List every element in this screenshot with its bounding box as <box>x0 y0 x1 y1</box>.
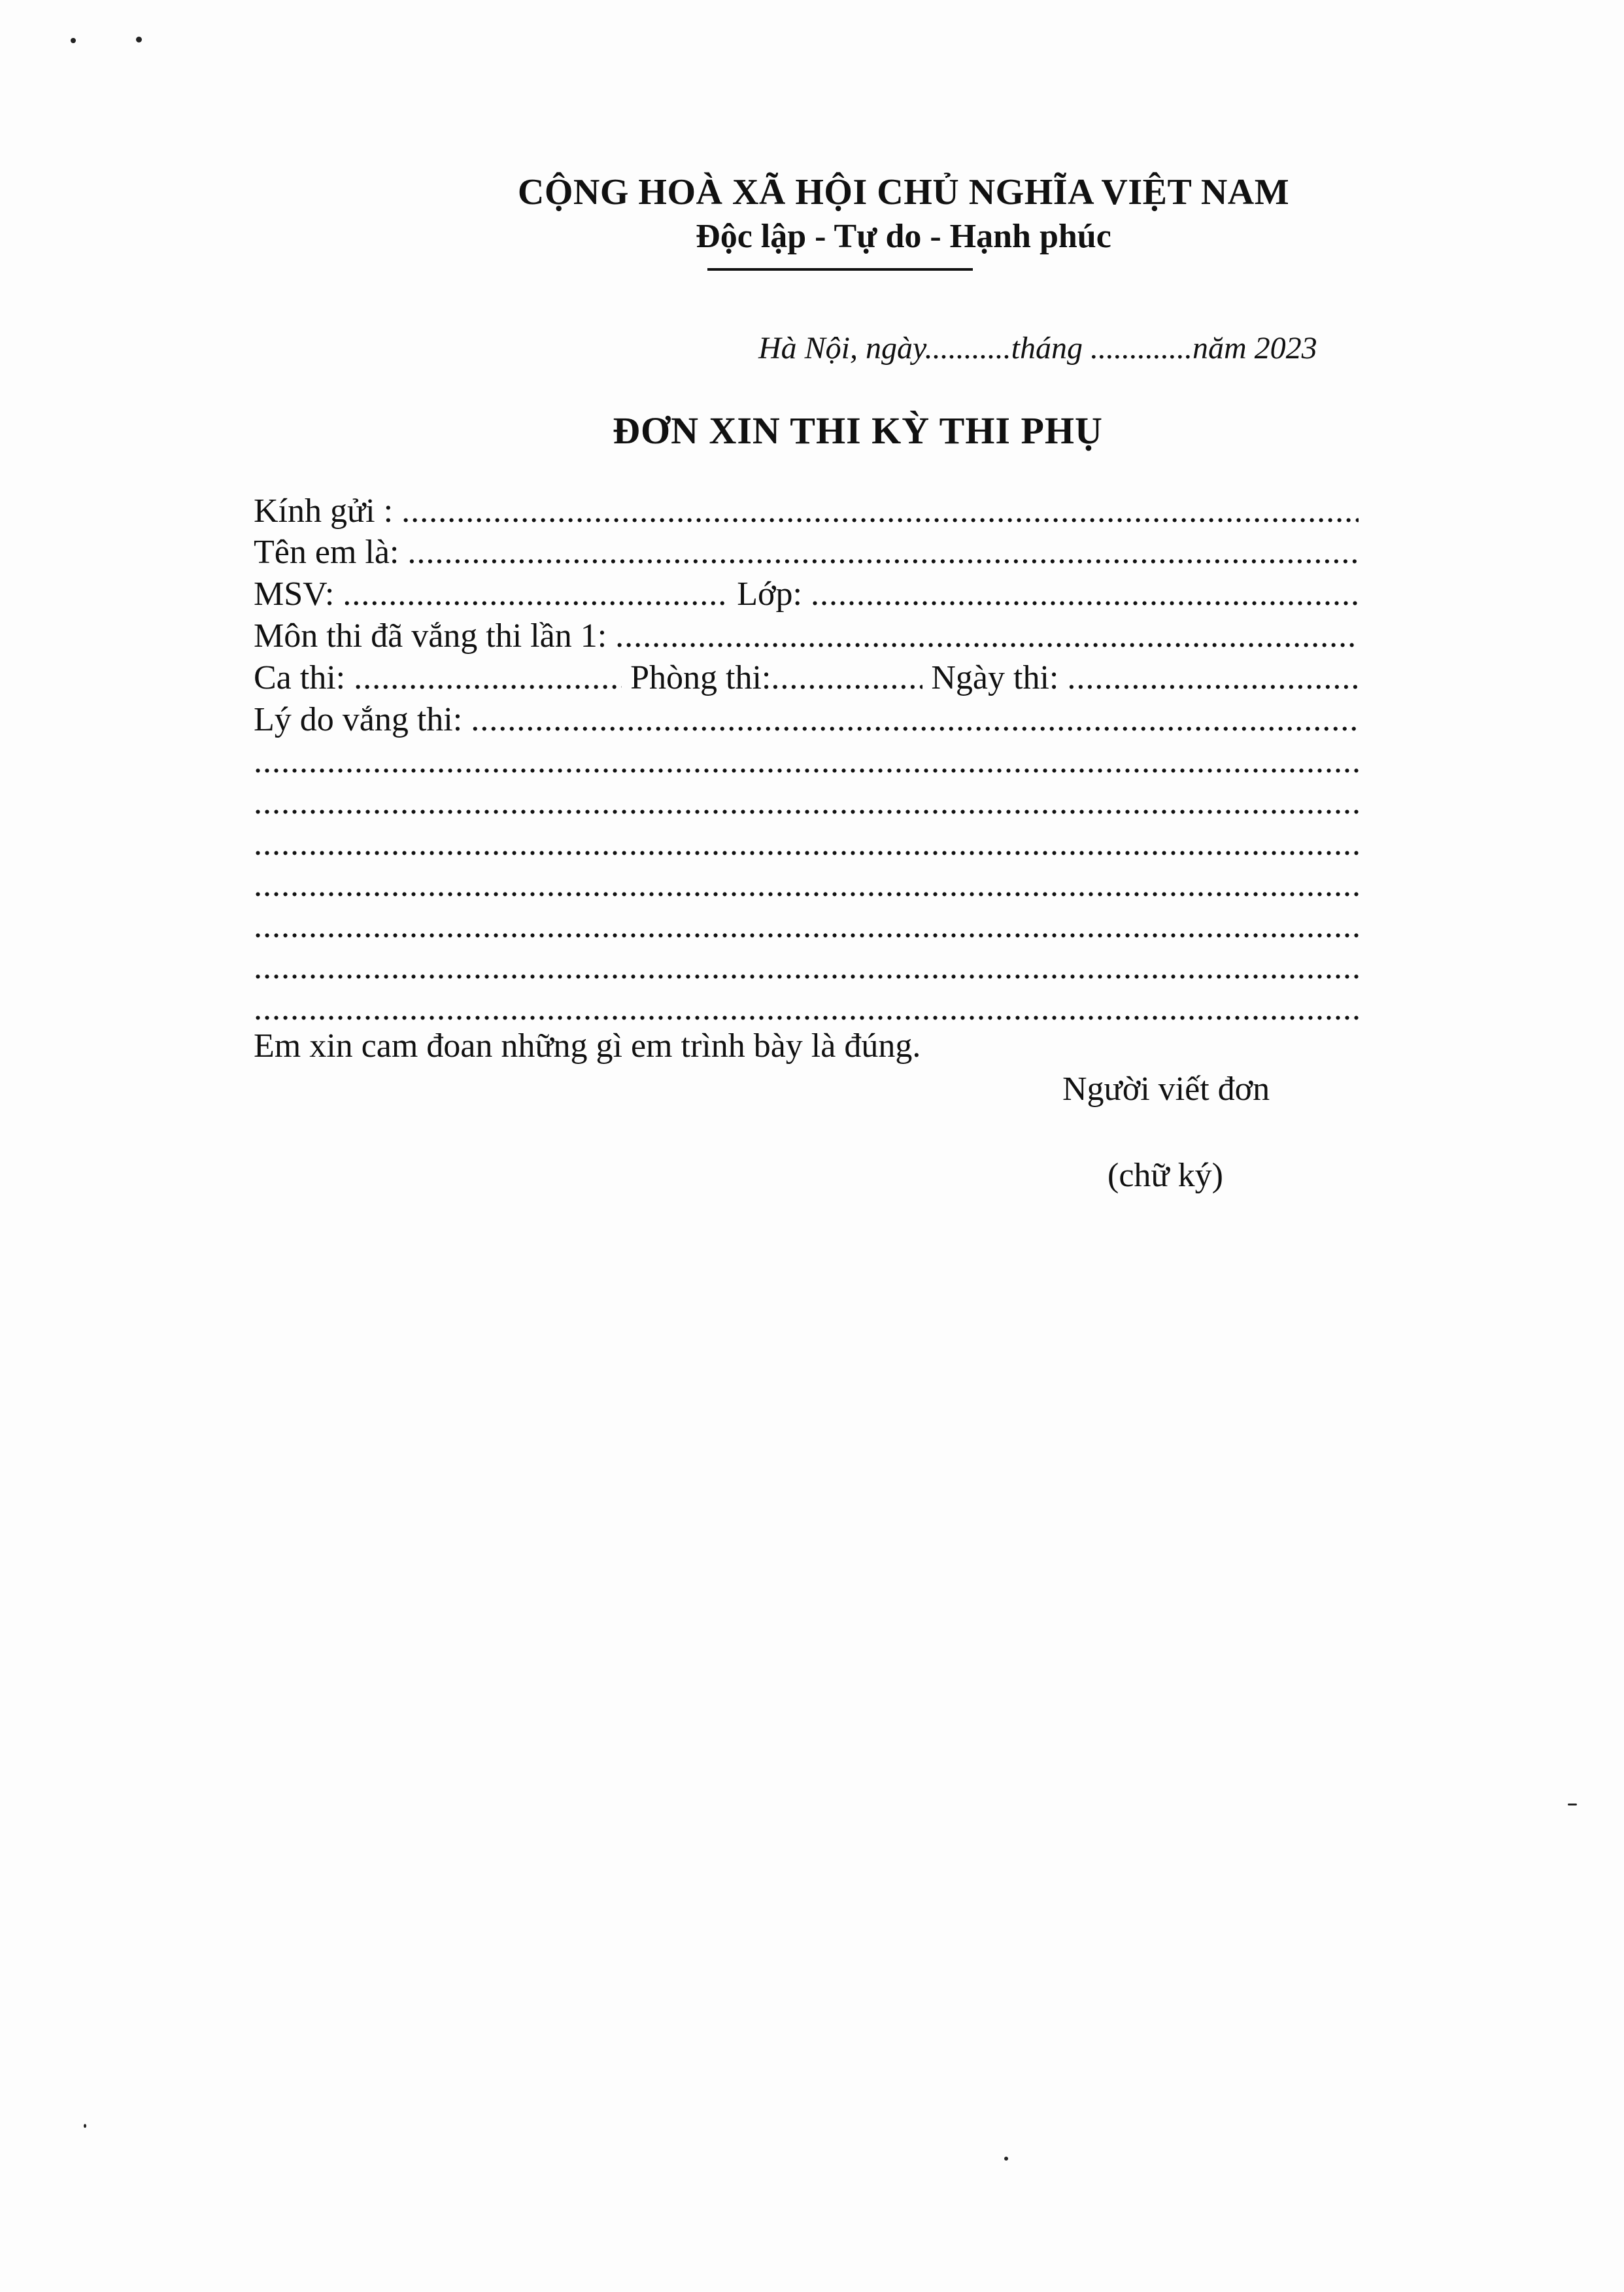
reason-continuation-line[interactable] <box>254 948 1359 989</box>
reason-continuation-line[interactable] <box>254 742 1359 783</box>
reason-continuation-line[interactable] <box>254 825 1359 865</box>
signature-note: (chữ ký) <box>1108 1157 1223 1194</box>
name-field[interactable] <box>407 533 1359 572</box>
year-label: năm 2023 <box>1193 331 1317 366</box>
scan-speck <box>1004 2157 1008 2161</box>
place-date-line <box>758 330 1317 366</box>
scan-speck <box>1568 1804 1577 1805</box>
room-field[interactable] <box>771 659 922 697</box>
day-blank[interactable]: ........... <box>924 331 1011 366</box>
absent-subject-row <box>254 617 1359 657</box>
place-label: Hà Nội, ngày <box>758 331 925 366</box>
reason-row <box>254 700 1359 741</box>
recipient-row <box>254 492 1359 532</box>
scan-speck <box>136 37 142 43</box>
absent-subject-label: Môn thi đã vắng thi lần 1: <box>254 617 607 655</box>
pledge-statement: Em xin cam đoan những gì em trình bày là đúng. <box>254 1027 921 1065</box>
session-label: Ca thi: <box>254 659 346 696</box>
month-blank[interactable]: ............. <box>1091 331 1193 366</box>
class-label: Lớp: <box>737 575 803 613</box>
reason-continuation-line[interactable] <box>254 989 1359 1030</box>
reason-continuation-line[interactable] <box>254 783 1359 824</box>
signer-label: Người viết đơn <box>1062 1070 1270 1108</box>
reason-label: Lý do vắng thi: <box>254 701 463 738</box>
session-field[interactable] <box>354 659 622 697</box>
reason-continuation-line[interactable] <box>254 866 1359 906</box>
student-id-label: MSV: <box>254 575 335 613</box>
reason-field[interactable] <box>471 700 1359 739</box>
scan-speck <box>71 38 76 43</box>
national-heading: CỘNG HOÀ XÃ HỘI CHỦ NGHĨA VIỆT NAM <box>517 172 1290 213</box>
form-title: ĐƠN XIN THI KỲ THI PHỤ <box>613 409 1103 452</box>
exam-session-row <box>254 659 1359 699</box>
room-label: Phòng thi: <box>630 659 771 696</box>
recipient-label: Kính gửi : <box>254 492 394 530</box>
student-class-row <box>254 575 1359 615</box>
exam-date-label: Ngày thi: <box>931 659 1059 696</box>
recipient-field[interactable] <box>401 492 1359 530</box>
student-id-field[interactable] <box>343 575 728 613</box>
scan-speck <box>84 2124 86 2128</box>
class-field[interactable] <box>811 575 1359 613</box>
name-row <box>254 533 1359 573</box>
absent-subject-field[interactable] <box>615 617 1359 655</box>
reason-continuation-line[interactable] <box>254 907 1359 948</box>
name-label: Tên em là: <box>254 534 399 571</box>
month-label: tháng <box>1011 331 1083 366</box>
national-motto: Độc lập - Tự do - Hạnh phúc <box>696 218 1111 255</box>
motto-underline <box>707 268 973 271</box>
exam-date-field[interactable] <box>1067 659 1359 697</box>
